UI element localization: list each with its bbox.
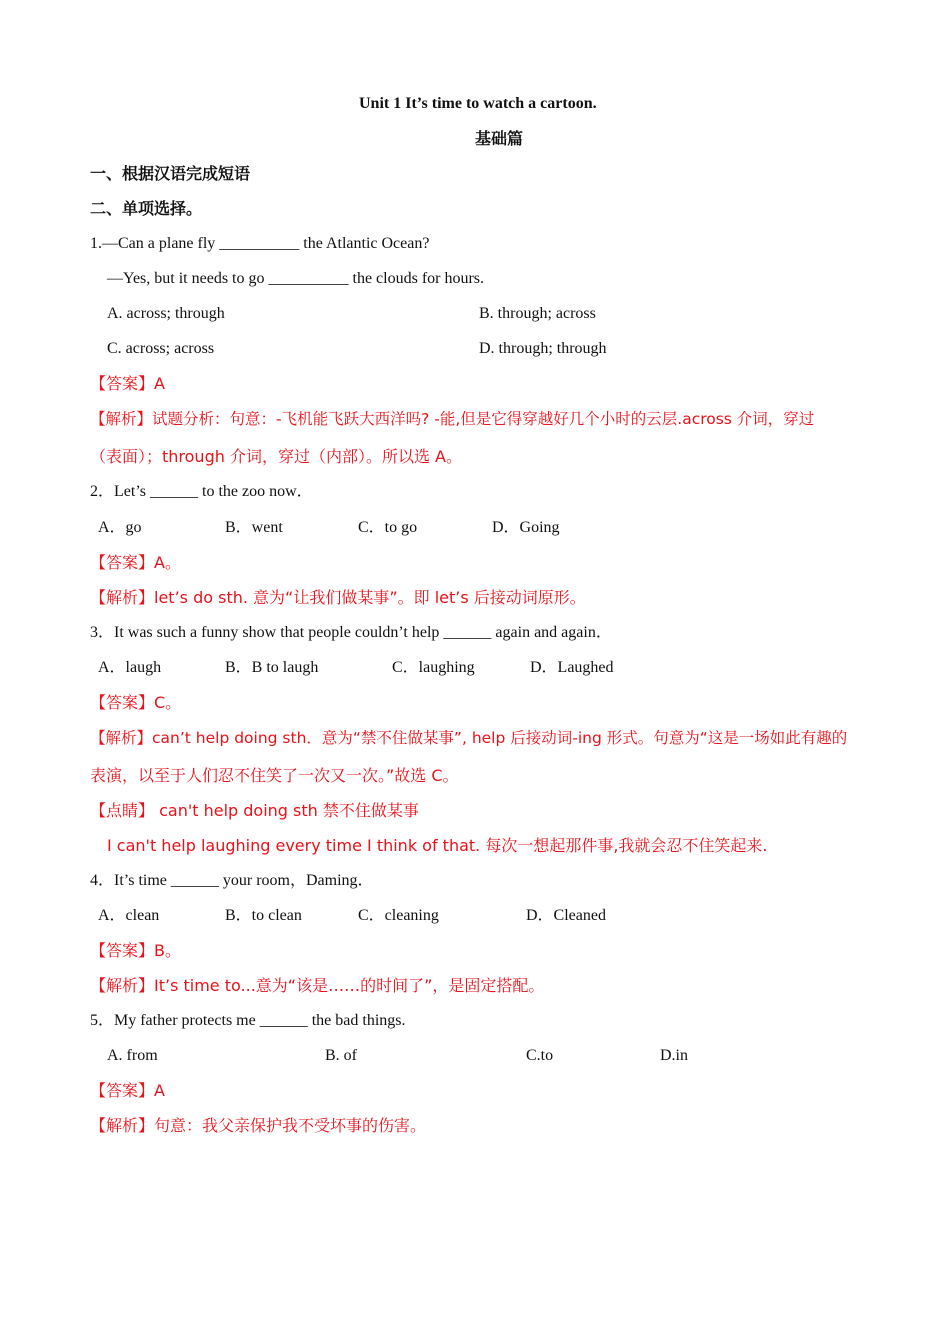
q5-answer: 【答案】A	[90, 1081, 165, 1100]
section-heading-1: 一、根据汉语完成短语	[90, 164, 251, 183]
q4-option-a: A．clean	[98, 907, 160, 924]
page-subtitle: 基础篇	[475, 129, 524, 148]
q3-answer: 【答案】C。	[90, 693, 182, 712]
q3-stem: 3．It was such a funny show that people couldn’t help ______ again and again．	[90, 624, 612, 641]
q5-option-a: A. from	[107, 1047, 158, 1064]
q1-stem-line1: 1.—Can a plane fly __________ the Atlantic Ocean?	[90, 235, 430, 252]
q5-stem: 5．My father protects me ______ the bad things.	[90, 1012, 406, 1029]
q5-analysis: 【解析】句意：我父亲保护我不受坏事的伤害。	[90, 1116, 427, 1135]
q2-analysis: 【解析】let’s do sth. 意为“让我们做某事”。即 let’s 后接动词原形。	[90, 588, 586, 607]
q5-option-b: B. of	[325, 1047, 357, 1064]
q4-stem: 4．It’s time ______ your room，Daming．	[90, 872, 374, 889]
q1-analysis-line2: （表面）；through 介词，穿过（内部）。所以选 A。	[90, 447, 462, 466]
q1-option-d: D. through; through	[479, 340, 607, 357]
q2-option-b: B．went	[225, 519, 283, 536]
section-heading-2: 二、单项选择。	[90, 199, 203, 218]
q3-option-c: C．laughing	[392, 659, 475, 676]
q4-answer: 【答案】B。	[90, 941, 181, 960]
q4-option-c: C．cleaning	[358, 907, 439, 924]
q1-stem-line2: —Yes, but it needs to go __________ the clouds for hours.	[107, 270, 485, 287]
q2-option-d: D．Going	[492, 519, 560, 536]
q4-option-d: D．Cleaned	[526, 907, 606, 924]
q3-tip: 【点睛】 can't help doing sth 禁不住做某事	[90, 801, 419, 820]
q5-option-c: C.to	[526, 1047, 554, 1064]
q5-option-d: D.in	[660, 1047, 688, 1064]
q1-option-b: B. through; across	[479, 305, 596, 322]
page-title: Unit 1 It’s time to watch a cartoon.	[359, 95, 597, 112]
q1-option-c: C. across; across	[107, 340, 215, 357]
q1-answer: 【答案】A	[90, 374, 165, 393]
q3-option-d: D．Laughed	[530, 659, 614, 676]
q3-option-b: B．B to laugh	[225, 659, 319, 676]
q1-analysis-line1: 【解析】试题分析：句意：-飞机能飞跃大西洋吗? -能,但是它得穿越好几个小时的云层.across 介词，穿过	[90, 410, 815, 428]
q2-stem: 2．Let’s ______ to the zoo now．	[90, 483, 313, 500]
q4-analysis: 【解析】It’s time to...意为“该是……的时间了”，是固定搭配。	[90, 976, 545, 995]
q3-analysis-line1: 【解析】can’t help doing sth．意为“禁不住做某事”, help 后接动词-ing 形式。句意为“这是一场如此有趣的	[90, 729, 848, 747]
q3-example: I can't help laughing every time I think of that. 每次一想起那件事,我就会忍不住笑起来.	[107, 836, 768, 855]
q2-option-a: A．go	[98, 519, 142, 536]
q2-answer: 【答案】A。	[90, 553, 181, 572]
q2-option-c: C．to go	[358, 519, 418, 536]
q3-option-a: A．laugh	[98, 659, 162, 676]
q1-option-a: A. across; through	[107, 305, 225, 322]
q3-analysis-line2: 表演，以至于人们忍不住笑了一次又一次。”故选 C。	[90, 766, 459, 785]
q4-option-b: B．to clean	[225, 907, 302, 924]
